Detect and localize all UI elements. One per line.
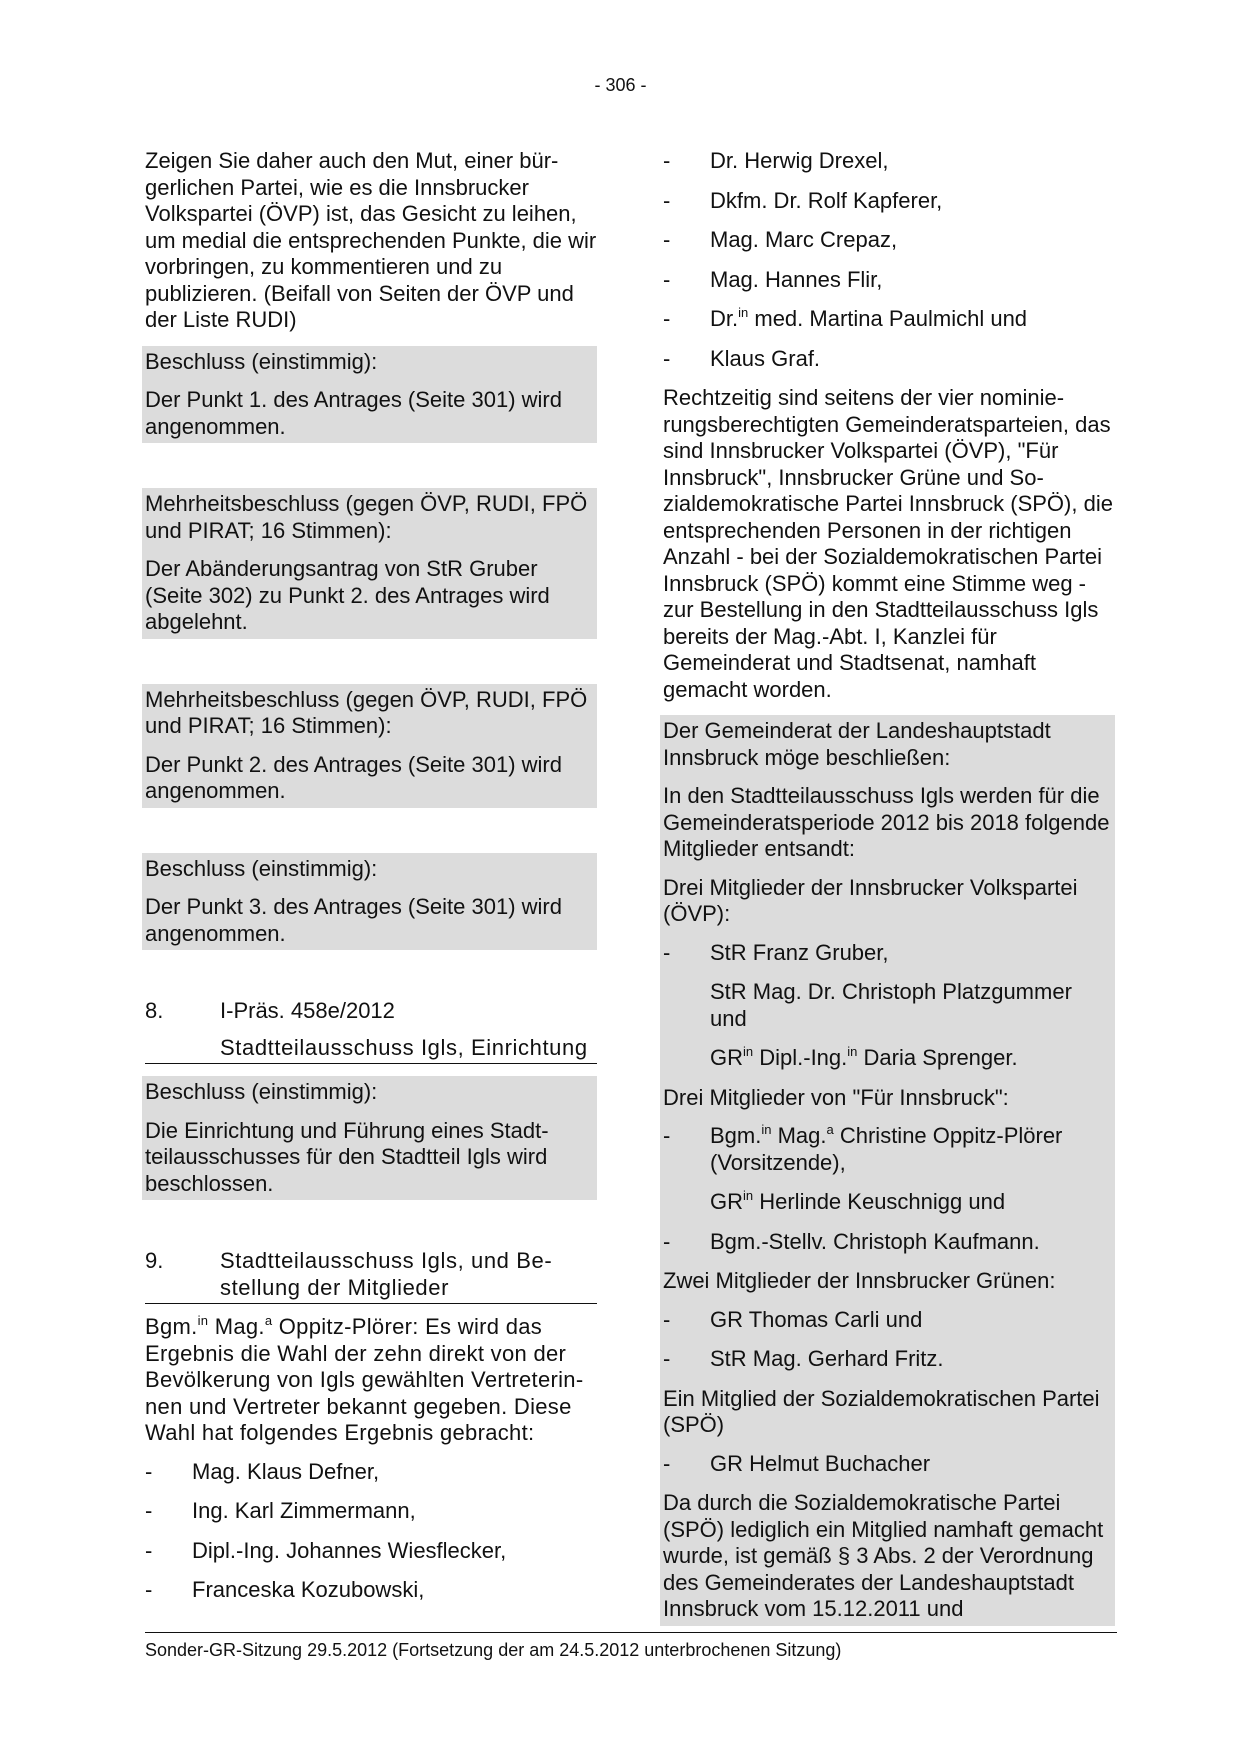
resolution-box-3	[142, 684, 597, 808]
list-item: - Dr.$^{in}$ med. Martina Paulmichl und	[663, 305, 1028, 331]
superscript: in	[197, 1313, 209, 1328]
page-footer: Sonder-GR-Sitzung 29.5.2012 (Fortsetzung der am 24.5.2012 unterbrochenen Sitzung)	[145, 1632, 1117, 1664]
speech-paragraph	[145, 1314, 597, 1447]
list-item: - Bgm.$^{in}$ Mag.$^a$ Christine Oppitz-Plörer (Vorsitzende),	[663, 1122, 1063, 1175]
intro-paragraph: Zeigen Sie daher auch den Mut, einer bürgerlichen Partei, wie es die Innsbrucker Volkspartei (ÖVP) ist, das Gesicht zu leihen, um medial die entsprechenden Punkte, die wir vorbringen, zu kommentieren und zu publizieren. (Beifall von Seiten der ÖVP und der Liste RUDI)	[145, 148, 597, 332]
party-heading-spoe: Ein Mitglied der Sozialdemokratischen Partei (SPÖ)	[663, 1385, 1100, 1437]
resolution-body: Der Abänderungsantrag von StR Gruber (Seite 302) zu Punkt 2. des Antrages wird abgelehnt.	[145, 556, 550, 634]
list-item: - Dkfm. Dr. Rolf Kapferer,	[663, 187, 943, 213]
page-number: - 306 -	[594, 75, 647, 95]
agenda-number: 8.	[145, 998, 164, 1023]
resolution-head: Beschluss (einstimmig):	[145, 855, 378, 881]
speaker-title: Bgm.	[145, 1314, 198, 1339]
list-item: StR Mag. Dr. Christoph Platzgummer und	[710, 979, 1072, 1031]
agenda-reference: I-Präs. 458e/2012	[220, 998, 395, 1023]
superscript: a	[264, 1313, 273, 1328]
speaker-degree: Mag.	[208, 1314, 265, 1339]
right-column	[663, 148, 1115, 1626]
resolution-head: Mehrheitsbeschluss (gegen ÖVP, RUDI, FPÖ und PIRAT; 16 Stimmen):	[145, 686, 588, 738]
list-item: - Dipl.-Ing. Johannes Wiesflecker,	[145, 1537, 507, 1563]
resolution-head: Beschluss (einstimmig):	[145, 1079, 378, 1104]
resolution-head: Mehrheitsbeschluss (gegen ÖVP, RUDI, FPÖ und PIRAT; 16 Stimmen):	[145, 491, 588, 543]
resolution-body: Der Punkt 2. des Antrages (Seite 301) wird angenommen.	[145, 751, 562, 803]
resolution-body: Die Einrichtung und Führung eines Stadtteilausschusses für den Stadtteil Igls wird beschlossen.	[145, 1117, 549, 1196]
list-item: - GR Helmut Buchacher	[663, 1450, 931, 1476]
party-heading-fi: Drei Mitglieder von "Für Innsbruck":	[663, 1084, 1009, 1110]
list-item: - Klaus Graf.	[663, 345, 821, 371]
resolution-box-4	[142, 853, 597, 951]
closing-paragraph: Da durch die Sozialdemokratische Partei (SPÖ) lediglich ein Mitglied namhaft gemacht wurde, ist gemäß § 3 Abs. 2 der Verordnung des Gemeinderates der Landeshauptstadt Innsbruck vom 15.12.2011 und	[663, 1490, 1104, 1621]
resolution-box-2	[142, 488, 597, 639]
list-item: - Mag. Hannes Flir,	[663, 266, 883, 292]
party-heading-gruene: Zwei Mitglieder der Innsbrucker Grünen:	[663, 1268, 1056, 1293]
agenda-item-9	[145, 1248, 597, 1304]
list-item: $GR^{in}$ Dipl.-Ing.$^{in}$ Daria Sprenger.	[710, 1044, 1018, 1070]
list-item: - StR Mag. Gerhard Fritz.	[663, 1346, 944, 1371]
list-item: - Dr. Herwig Drexel,	[663, 148, 889, 173]
motion-intro: In den Stadtteilausschuss Igls werden für die Gemeinderatsperiode 2012 bis 2018 folgende Mitglieder entsandt:	[663, 783, 1110, 861]
elected-list	[145, 1459, 597, 1604]
list-item: - Ing. Karl Zimmermann,	[145, 1498, 416, 1523]
agenda-item-8	[145, 998, 597, 1025]
party-heading-oevp: Drei Mitglieder der Innsbrucker Volkspartei (ÖVP):	[663, 874, 1078, 926]
agenda-number: 9.	[145, 1248, 164, 1273]
resolution-body: Der Punkt 1. des Antrages (Seite 301) wird angenommen.	[145, 387, 562, 439]
agenda-title: Stadtteilausschuss Igls, Einrichtung	[220, 1034, 588, 1060]
list-item: - StR Franz Gruber,	[663, 939, 889, 965]
left-column	[145, 148, 597, 1617]
motion-head: Der Gemeinderat der Landeshauptstadt Innsbruck möge beschließen:	[663, 718, 1051, 770]
list-item: $GR^{in}$ Herlinde Keuschnigg und	[710, 1188, 1006, 1214]
nomination-paragraph: Rechtzeitig sind seitens der vier nominierungsberechtigten Gemeinderatsparteien, das sind Innsbrucker Volkspartei (ÖVP), "Für Innsbruck", Innsbrucker Grüne und Sozialdemokratische Partei Innsbruck (SPÖ), die entsprechenden Personen in der richtigen Anzahl - bei der Sozialdemokratischen Partei Innsbruck (SPÖ) kommt eine Stimme weg - zur Bestellung in den Stadtteilausschuss Igls bereits der Mag.-Abt. I, Kanzlei für Gemeinderat und Stadtsenat, namhaft gemacht worden.	[663, 385, 1113, 702]
motion-box	[660, 715, 1115, 1626]
resolution-box-1	[142, 346, 597, 444]
agenda-title: Stadtteilausschuss Igls, und Bestellung der Mitglieder	[220, 1248, 552, 1300]
list-item: - Bgm.-Stellv. Christoph Kaufmann.	[663, 1228, 1040, 1254]
list-item: - Mag. Klaus Defner,	[145, 1458, 380, 1484]
superscript: in	[738, 305, 749, 320]
list-item: - Franceska Kozubowski,	[145, 1577, 425, 1602]
resolution-head: Beschluss (einstimmig):	[145, 348, 378, 374]
list-item: - GR Thomas Carli und	[663, 1306, 923, 1332]
resolution-box-5	[142, 1076, 597, 1200]
list-item: - Mag. Marc Crepaz,	[663, 227, 898, 252]
resolution-body: Der Punkt 3. des Antrages (Seite 301) wird angenommen.	[145, 894, 562, 946]
speech-text: Oppitz-Plörer: Es wird das Ergebnis die Wahl der zehn direkt von der Bevölkerung von Igls gewählten Vertreterinnen und Vertreter bekannt gegeben. Diese Wahl hat folgendes Ergebnis gebracht:	[145, 1314, 584, 1445]
agenda-item-8-title-row	[145, 1035, 597, 1065]
